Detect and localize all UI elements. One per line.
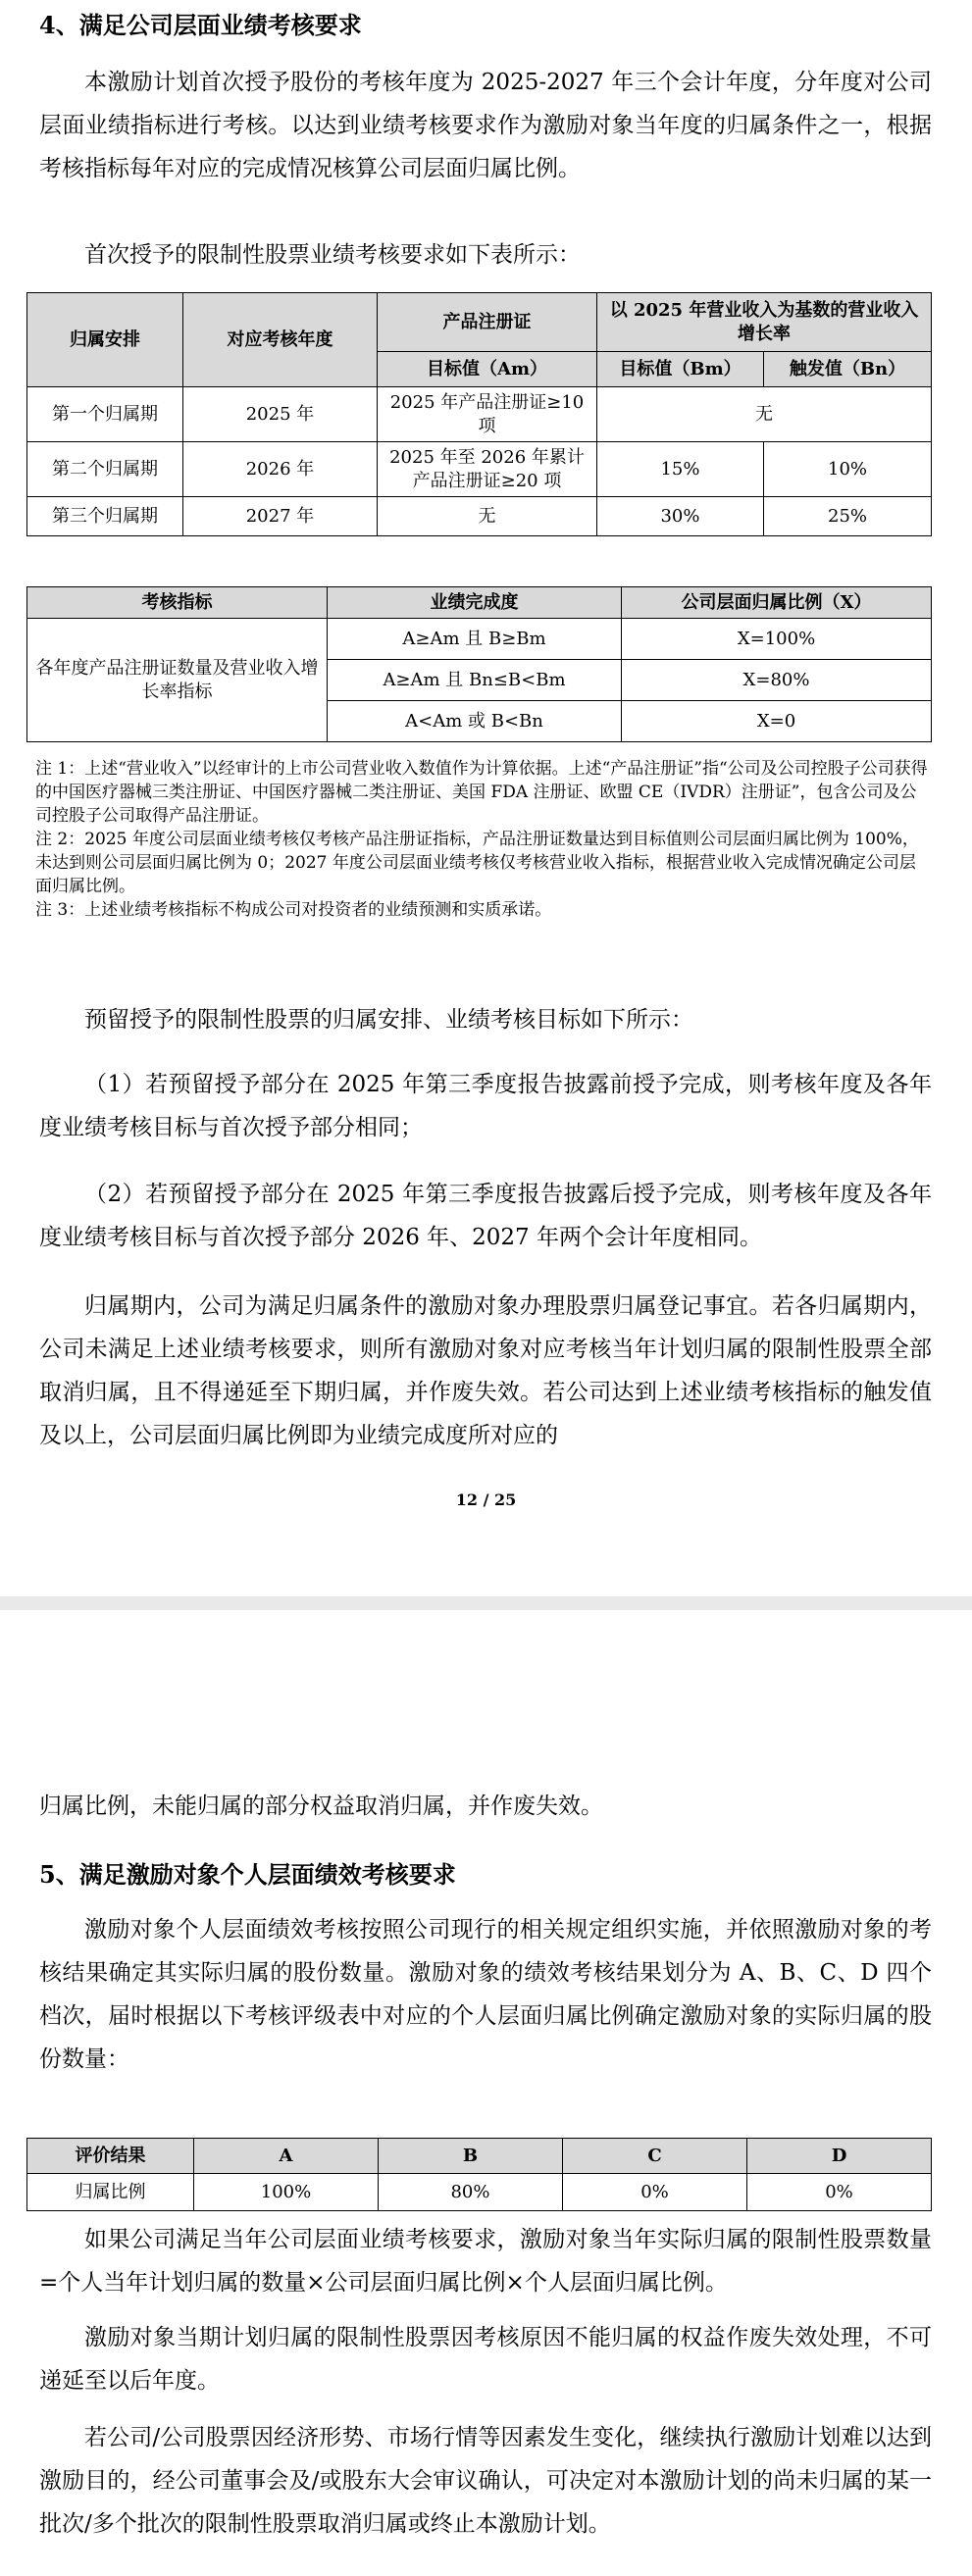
section-heading-4: 4、满足公司层面业绩考核要求 bbox=[39, 11, 362, 39]
header-grade-d: D bbox=[747, 2139, 932, 2174]
table-row bbox=[27, 442, 932, 497]
paragraph-reserved-case-1: （1）若预留授予部分在 2025 年第三季度报告披露前授予完成，则考核年度及各年度业绩考核目标与首次授予部分相同； bbox=[39, 1072, 932, 1140]
cell-ratio: X=0 bbox=[622, 701, 932, 742]
note-3: 注 3：上述业绩考核指标不构成公司对投资者的业绩预测和实质承诺。 bbox=[35, 900, 552, 920]
cell-ratio-b: 80% bbox=[379, 2174, 563, 2211]
cell-am: 2025 年产品注册证≥10 项 bbox=[378, 387, 597, 442]
header-company-ratio: 公司层面归属比例（X） bbox=[622, 587, 932, 619]
cell-bn: 25% bbox=[764, 497, 932, 536]
cell-bm: 15% bbox=[597, 442, 764, 497]
table-row bbox=[27, 619, 932, 660]
header-target-am: 目标值（Am） bbox=[378, 352, 597, 387]
cell-am: 2025 年至 2026 年累计产品注册证≥20 项 bbox=[378, 442, 597, 497]
paragraph-first-grant-intro: 首次授予的限制性股票业绩考核要求如下表所示： bbox=[84, 242, 581, 268]
paragraph-continued: 归属比例，未能归属的部分权益取消归属，并作废失效。 bbox=[39, 1793, 603, 1819]
cell-indicator: 各年度产品注册证数量及营业收入增长率指标 bbox=[27, 619, 328, 742]
cell-completion: A≥Am 且 Bn≤B<Bm bbox=[328, 660, 622, 701]
cell-year: 2027 年 bbox=[183, 497, 378, 536]
header-target-bm: 目标值（Bm） bbox=[597, 352, 764, 387]
cell-row-label: 归属比例 bbox=[27, 2174, 194, 2211]
cell-ratio-c: 0% bbox=[563, 2174, 747, 2211]
header-revenue-growth: 以 2025 年营业收入为基数的营业收入增长率 bbox=[597, 293, 932, 352]
cell-ratio-a: 100% bbox=[194, 2174, 379, 2211]
vesting-ratio-table bbox=[26, 586, 932, 742]
header-product-certificate: 产品注册证 bbox=[378, 293, 597, 352]
header-trigger-bn: 触发值（Bn） bbox=[764, 352, 932, 387]
paragraph-termination: 若公司/公司股票因经济形势、市场行情等因素发生变化，继续执行激励计划难以达到激励目的，经公司董事会及/或股东大会审议确认，可决定对本激励计划的尚未归属的某一批次/多个批次的限制性股票取消归属或终止本激励计划。 bbox=[39, 2425, 932, 2537]
document-page-13 bbox=[0, 1610, 972, 2576]
page-separator bbox=[0, 1596, 972, 1610]
cell-ratio-d: 0% bbox=[747, 2174, 932, 2211]
header-grade-c: C bbox=[563, 2139, 747, 2174]
paragraph-reserved-case-2: （2）若预留授予部分在 2025 年第三季度报告披露后授予完成，则考核年度及各年度业绩考核目标与首次授予部分 2026 年、2027 年两个会计年度相同。 bbox=[39, 1182, 932, 1250]
paragraph-individual-assessment: 激励对象个人层面绩效考核按照公司现行的相关规定组织实施，并依照激励对象的考核结果确定其实际归属的股份数量。激励对象的绩效考核结果划分为 A、B、C、D 四个档次，届时根据以下考核评级表中对应的个人层面归属比例确定激励对象的实际归属的股份数量： bbox=[39, 1917, 932, 2072]
cell-completion: A<Am 或 B<Bn bbox=[328, 701, 622, 742]
cell-period: 第二个归属期 bbox=[27, 442, 183, 497]
cell-year: 2025 年 bbox=[183, 387, 378, 442]
header-completion: 业绩完成度 bbox=[328, 587, 622, 619]
paragraph-reserved-grant-intro: 预留授予的限制性股票的归属安排、业绩考核目标如下所示： bbox=[84, 1007, 693, 1033]
cell-bm: 30% bbox=[597, 497, 764, 536]
cell-bn: 10% bbox=[764, 442, 932, 497]
table-row bbox=[27, 497, 932, 536]
header-assessment-year: 对应考核年度 bbox=[183, 293, 378, 387]
page-number: 12 / 25 bbox=[455, 1490, 517, 1509]
header-indicator: 考核指标 bbox=[27, 587, 328, 619]
table-notes bbox=[35, 757, 932, 922]
cell-completion: A≥Am 且 B≥Bm bbox=[328, 619, 622, 660]
cell-revenue-none: 无 bbox=[597, 387, 932, 442]
paragraph-vesting-procedure: 归属期内，公司为满足归属条件的激励对象办理股票归属登记事宜。若各归属期内，公司未满足上述业绩考核要求，则所有激励对象对应考核当年计划归属的限制性股票全部取消归属，且不得递延至下期归属，并作废失效。若公司达到上述业绩考核指标的触发值及以上，公司层面归属比例即为业绩完成度所对应的 bbox=[39, 1293, 932, 1448]
cell-am: 无 bbox=[378, 497, 597, 536]
note-2: 注 2：2025 年度公司层面业绩考核仅考核产品注册证指标，产品注册证数量达到目标值则公司层面归属比例为 100%，未达到则公司层面归属比例为 0；2027 年度公司层面业绩考核仅考核营业收入指标，根据营业收入完成情况确定公司层面归属比例。 bbox=[35, 830, 919, 896]
section-heading-5: 5、满足激励对象个人层面绩效考核要求 bbox=[39, 1860, 456, 1889]
header-evaluation-result: 评价结果 bbox=[27, 2139, 194, 2174]
cell-year: 2026 年 bbox=[183, 442, 378, 497]
cell-ratio: X=80% bbox=[622, 660, 932, 701]
table-row bbox=[27, 387, 932, 442]
paragraph-forfeiture: 激励对象当期计划归属的限制性股票因考核原因不能归属的权益作废失效处理，不可递延至以后年度。 bbox=[39, 2325, 932, 2394]
cell-period: 第一个归属期 bbox=[27, 387, 183, 442]
header-vesting-period: 归属安排 bbox=[27, 293, 183, 387]
header-grade-b: B bbox=[379, 2139, 563, 2174]
header-grade-a: A bbox=[194, 2139, 379, 2174]
performance-target-table bbox=[26, 292, 932, 536]
cell-period: 第三个归属期 bbox=[27, 497, 183, 536]
table-row bbox=[27, 2174, 932, 2211]
paragraph-actual-vesting-formula: 如果公司满足当年公司层面业绩考核要求，激励对象当年实际归属的限制性股票数量=个人当年计划归属的数量×公司层面归属比例×个人层面归属比例。 bbox=[39, 2227, 932, 2296]
cell-ratio: X=100% bbox=[622, 619, 932, 660]
paragraph-assessment-years: 本激励计划首次授予股份的考核年度为 2025-2027 年三个会计年度，分年度对公司层面业绩指标进行考核。以达到业绩考核要求作为激励对象当年度的归属条件之一，根据考核指标每年对应的完成情况核算公司层面归属比例。 bbox=[39, 70, 932, 181]
note-1: 注 1：上述“营业收入”以经审计的上市公司营业收入数值作为计算依据。上述“产品注册证”指“公司及公司控股子公司获得的中国医疗器械三类注册证、中国医疗器械二类注册证、美国 FDA 注册证、欧盟 CE（IVDR）注册证”，包含公司及公司控股子公司取得产品注册证。 bbox=[35, 759, 928, 826]
individual-rating-table bbox=[26, 2138, 932, 2211]
